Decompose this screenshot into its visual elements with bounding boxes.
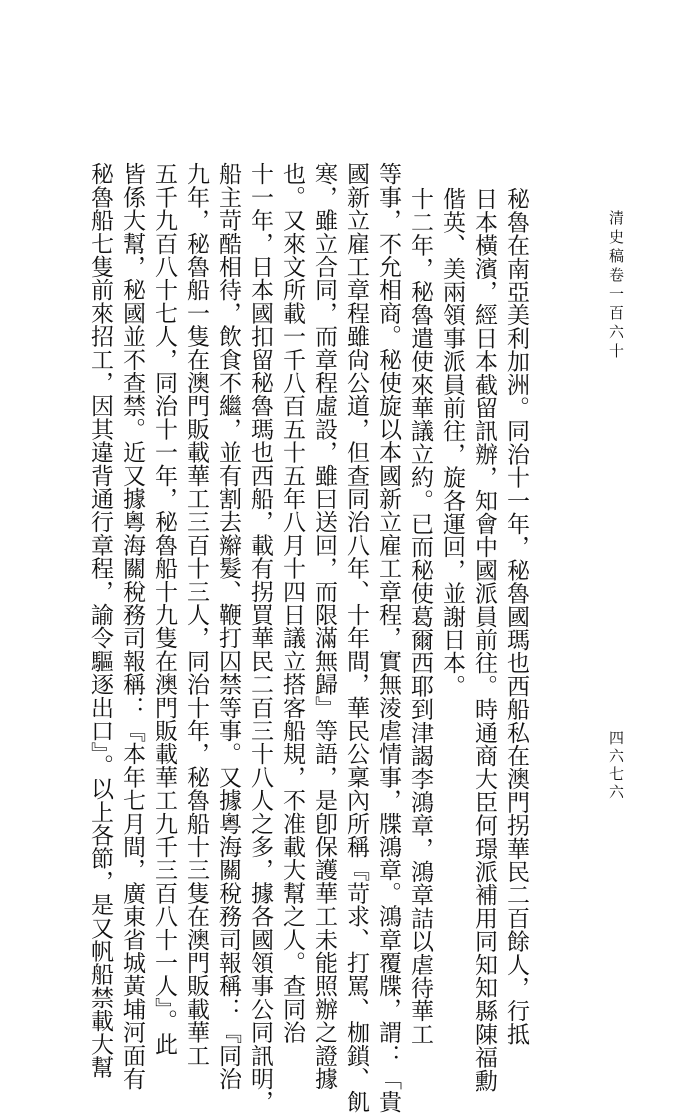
text-column-5: 等事，不允相商。秘使旋以本國新立雇工章程，實無淩虐情事，牒鴻章。鴻章覆牒，謂：「貴 (375, 162, 401, 1113)
text-column-13: 皆係大幫，秘國並不查禁。近又據粵海關稅務司報稱：『本年七月間，廣東省城黃埔河面有 (119, 162, 145, 1090)
text-column-11: 九年，秘魯船一隻在澳門販載華工三百十三人，同治十年，秘魯船十三隻在澳門販載華工 (183, 162, 209, 1067)
text-column-9: 十一年，日本國扣留秘魯瑪也西船，載有拐買華民二百三十八人之多，據各國領事公同訊明， (247, 162, 273, 1113)
text-column-6: 國新立雇工章程雖尙公道，但查同治八年、十年間，華民公稟內所稱『苛求、打罵、枷鎖、飢 (343, 162, 369, 1113)
text-column-3: 偕英、美兩領事派員前往，旋各運回，並謝日本。 (439, 187, 465, 698)
text-column-4: 十二年，秘魯遣使來華議立約。已而秘使葛爾西耶到津謁李鴻章，鴻章詰以虐待華工 (407, 187, 433, 1046)
page-number: 四六七六 (607, 730, 625, 802)
text-column-8: 也。又來文所載一千八百五十五年八月十四日議立搭客船規，不准載大幫之人。查同治 (279, 162, 305, 1044)
text-column-2: 日本橫濱，經日本截留訊辦，知會中國派員前往。時通商大臣何璟派補用同知知縣陳福勳 (471, 187, 497, 1092)
text-column-7: 寒，雖立合同，而章程虛設，雖曰送回，而限滿無歸』等語，是卽保護華工未能照辦之證據 (311, 162, 337, 1090)
text-column-1: 秘魯在南亞美利加洲。同治十一年，秘魯國瑪也西船私在澳門拐華民二百餘人，行抵 (503, 187, 529, 1046)
text-column-12: 五千九百八十七人，同治十一年，秘魯船十九隻在澳門販載華工九千三百八十一人』。此 (151, 162, 177, 1056)
text-column-14: 秘魯船七隻前來招工，因其違背通行章程，諭令驅逐出口』。以上各節，是又帆船禁載大幫 (87, 162, 113, 1079)
text-column-10: 船主苛酷相待，飲食不繼，並有割去辮髮、鞭打囚禁等事。又據粵海關稅務司報稱：『同治 (215, 162, 241, 1090)
running-header: 清史稿卷一百六十 (607, 210, 625, 362)
